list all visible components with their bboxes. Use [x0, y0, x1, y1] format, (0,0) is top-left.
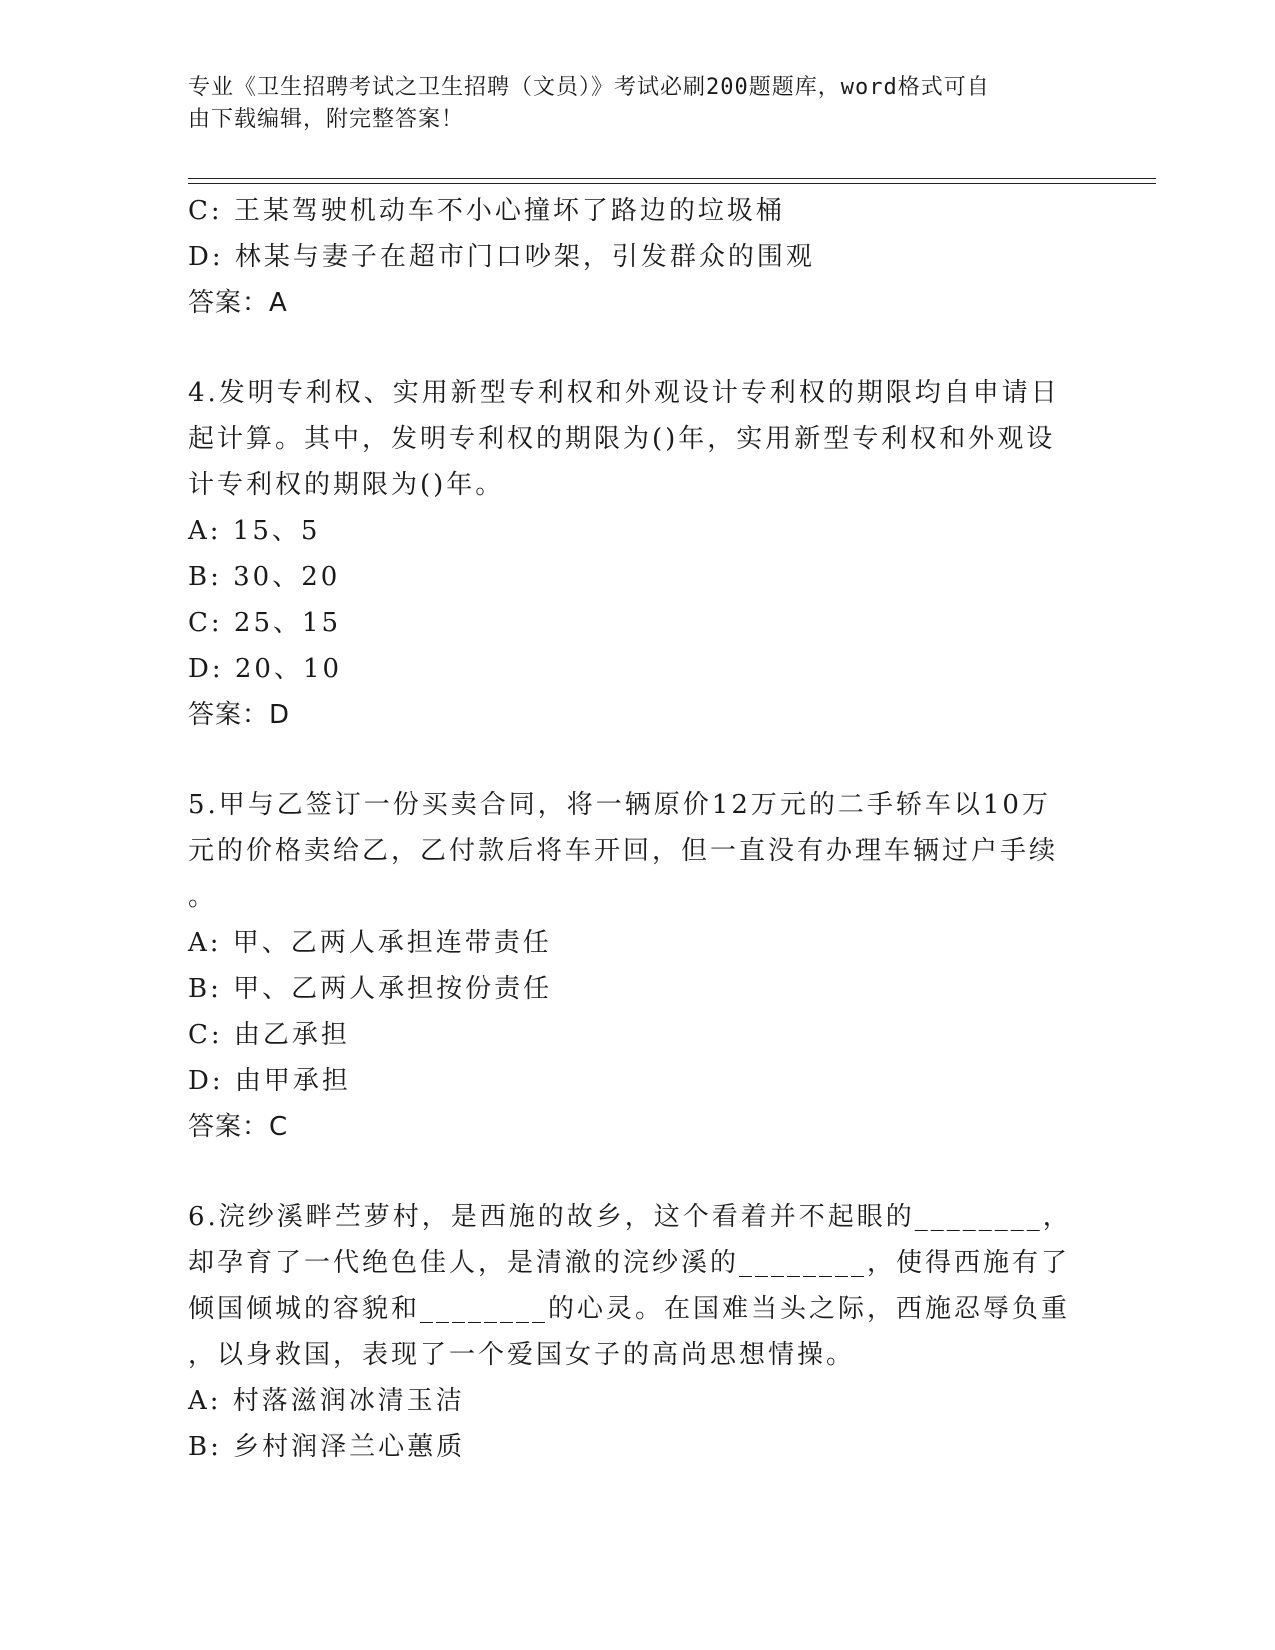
- question-list: [188, 188, 1072, 1470]
- header-divider-top: [188, 178, 1156, 179]
- question-text-line: 6.浣纱溪畔苎萝村，是西施的故乡，这个看着并不起眼的________，: [188, 1202, 1072, 1232]
- option-a: A: 甲、乙两人承担连带责任: [188, 928, 552, 958]
- option-c: C: 王某驾驶机动车不小心撞坏了路边的垃圾桶: [188, 196, 785, 226]
- option-c: C: 25、15: [188, 608, 342, 638]
- option-d: D: 由甲承担: [188, 1066, 351, 1096]
- question-text-line: 5.甲与乙签订一份买卖合同，将一辆原价12万元的二手轿车以10万: [188, 790, 1051, 820]
- header-line-1: 专业《卫生招聘考试之卫生招聘（文员）》考试必刷200题题库，word格式可自: [188, 75, 990, 100]
- question-3: [188, 188, 1068, 326]
- question-text-line: 。: [188, 882, 218, 912]
- document-header: [188, 72, 1068, 136]
- option-d: D: 20、10: [188, 654, 343, 684]
- header-divider-bottom: [188, 183, 1156, 184]
- question-text-line: 4.发明专利权、实用新型专利权和外观设计专利权的期限均自申请日: [188, 378, 1060, 408]
- question-5: [188, 782, 1068, 1150]
- question-text-line: 却孕育了一代绝色佳人，是清澈的浣纱溪的________，使得西施有了: [188, 1248, 1071, 1278]
- option-c: C: 由乙承担: [188, 1020, 350, 1050]
- header-line-2: 由下载编辑，附完整答案！: [188, 107, 465, 132]
- question-text-line: 元的价格卖给乙，乙付款后将车开回，但一直没有办理车辆过户手续: [188, 836, 1059, 866]
- answer-text: 答案：C: [188, 1112, 289, 1142]
- option-d: D: 林某与妻子在超市门口吵架，引发群众的围观: [188, 242, 815, 272]
- question-4: [188, 370, 1068, 738]
- option-b: B: 甲、乙两人承担按份责任: [188, 974, 553, 1004]
- question-6: [188, 1194, 1072, 1470]
- option-b: B: 30、20: [188, 562, 341, 592]
- answer-text: 答案：D: [188, 700, 291, 730]
- question-text-line: 计专利权的期限为()年。: [188, 470, 505, 500]
- question-text-line: 起计算。其中，发明专利权的期限为()年，实用新型专利权和外观设: [188, 424, 1056, 454]
- option-a: A: 村落滋润冰清玉洁: [188, 1386, 465, 1416]
- option-a: A: 15、5: [188, 516, 321, 546]
- question-text-line: 倾国倾城的容貌和________的心灵。在国难当头之际，西施忍辱负重: [188, 1294, 1071, 1324]
- option-b: B: 乡村润泽兰心蕙质: [188, 1432, 466, 1462]
- answer-text: 答案：A: [188, 288, 288, 318]
- question-text-line: ，以身救国，表现了一个爱国女子的高尚思想情操。: [188, 1340, 856, 1370]
